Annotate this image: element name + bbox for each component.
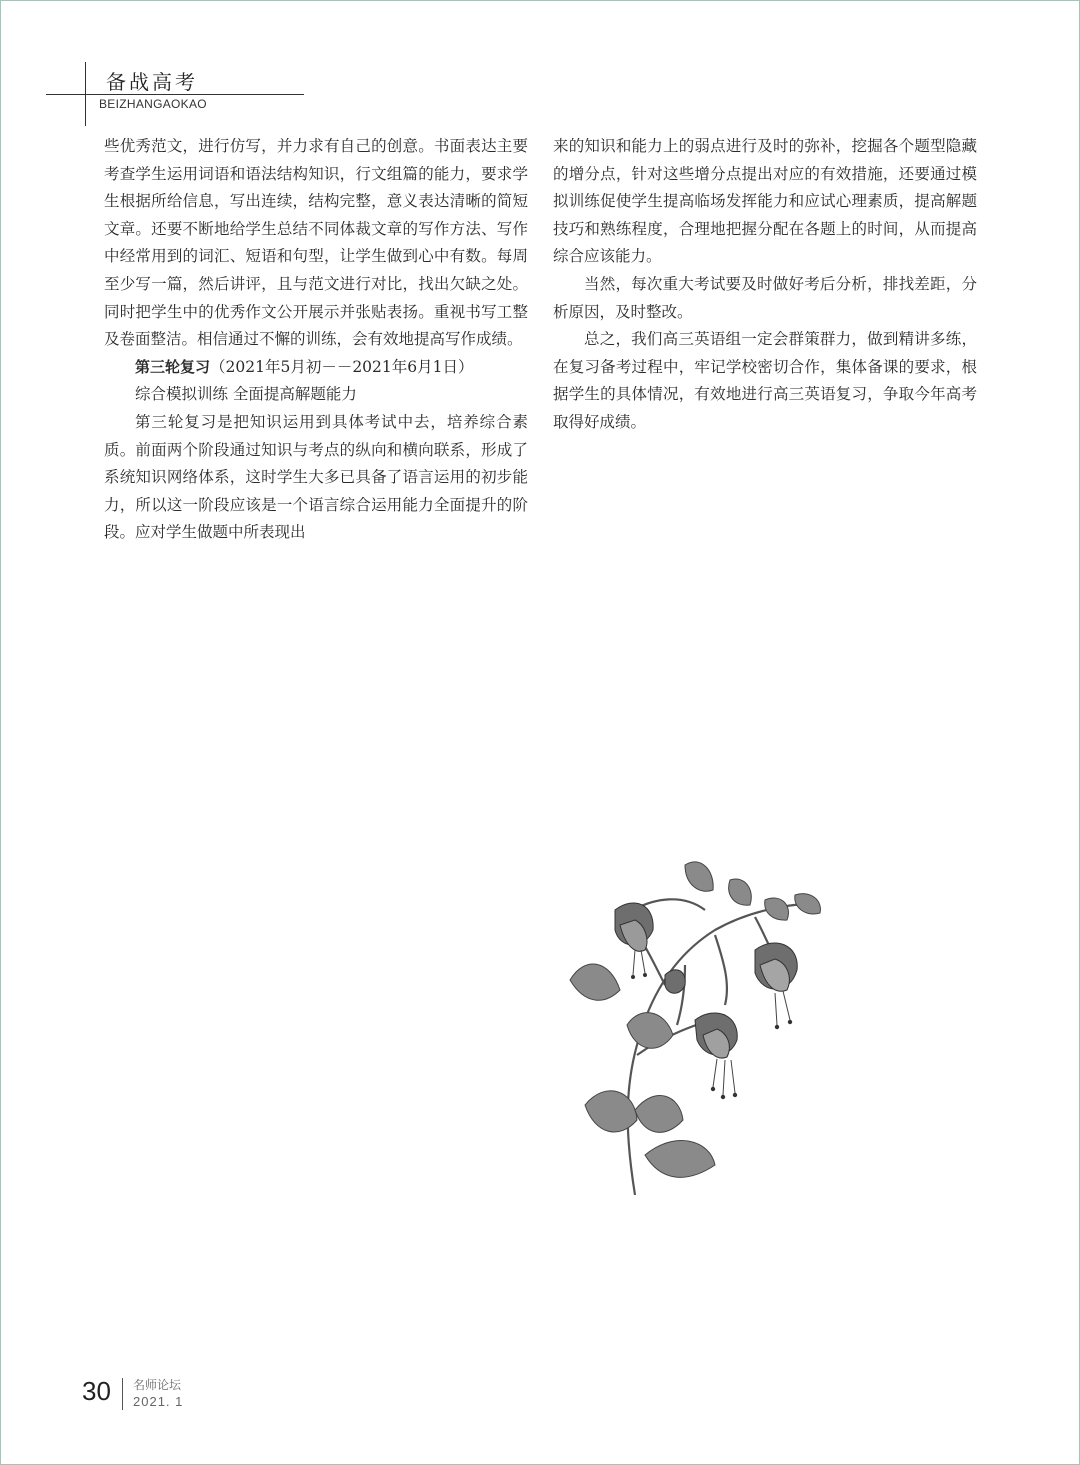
section-subtitle: BEIZHANGAOKAO (99, 97, 207, 111)
page-number: 30 (82, 1376, 111, 1406)
footer-divider (122, 1378, 123, 1410)
section-heading (104, 354, 528, 382)
section-heading-dates: （2021年5月初－－2021年6月1日） (210, 357, 474, 376)
issue-date: 2021. 1 (133, 1394, 184, 1409)
section-subheading: 综合模拟训练 全面提高解题能力 (135, 385, 357, 404)
right-paragraph-2: 当然，每次重大考试要及时做好考后分析，排找差距，分析原因，及时整改。 (553, 274, 977, 321)
section-title: 备战高考 (106, 70, 198, 94)
left-paragraph-1: 些优秀范文，进行仿写，并力求有自己的创意。书面表达主要考查学生运用词语和语法结构知识，行文组篇的能力，要求学生根据所给信息，写出连续，结构完整，意义表达清晰的简短文章。还要不断地给学生总结不同体裁文章的写作方法、写作中经常用到的词汇、短语和句型，让学生做到心中有数。每周至少写一篇，然后讲评，且与范文进行对比，找出欠缺之处。同时把学生中的优秀作文公开展示并张贴表扬。重视书写工整及卷面整洁。相信通过不懈的训练，会有效地提高写作成绩。 (104, 137, 528, 349)
left-column (104, 133, 528, 547)
left-paragraph-2: 第三轮复习是把知识运用到具体考试中去，培养综合素质。前面两个阶段通过知识与考点的纵向和横向联系，形成了系统知识网络体系，这时学生大多已具备了语言运用的初步能力，所以这一阶段应该是一个语言综合运用能力全面提升的阶段。应对学生做题中所表现出 (104, 412, 528, 542)
right-column (553, 133, 977, 437)
right-paragraph-1: 来的知识和能力上的弱点进行及时的弥补，挖掘各个题型隐藏的增分点，针对这些增分点提出对应的有效措施，还要通过模拟训练促使学生提高临场发挥能力和应试心理素质，提高解题技巧和熟练程度，合理地把握分配在各题上的时间，从而提高综合应该能力。 (553, 137, 977, 266)
magazine-name: 名师论坛 (133, 1378, 182, 1392)
right-paragraph-3: 总之，我们高三英语组一定会群策群力，做到精讲多练，在复习备考过程中，牢记学校密切合作，集体备课的要求，根据学生的具体情况，有效地进行高三英语复习，争取今年高考取得好成绩。 (553, 330, 977, 431)
fuchsia-flower-illustration (565, 855, 840, 1200)
section-heading-label: 第三轮复习 (135, 357, 211, 376)
